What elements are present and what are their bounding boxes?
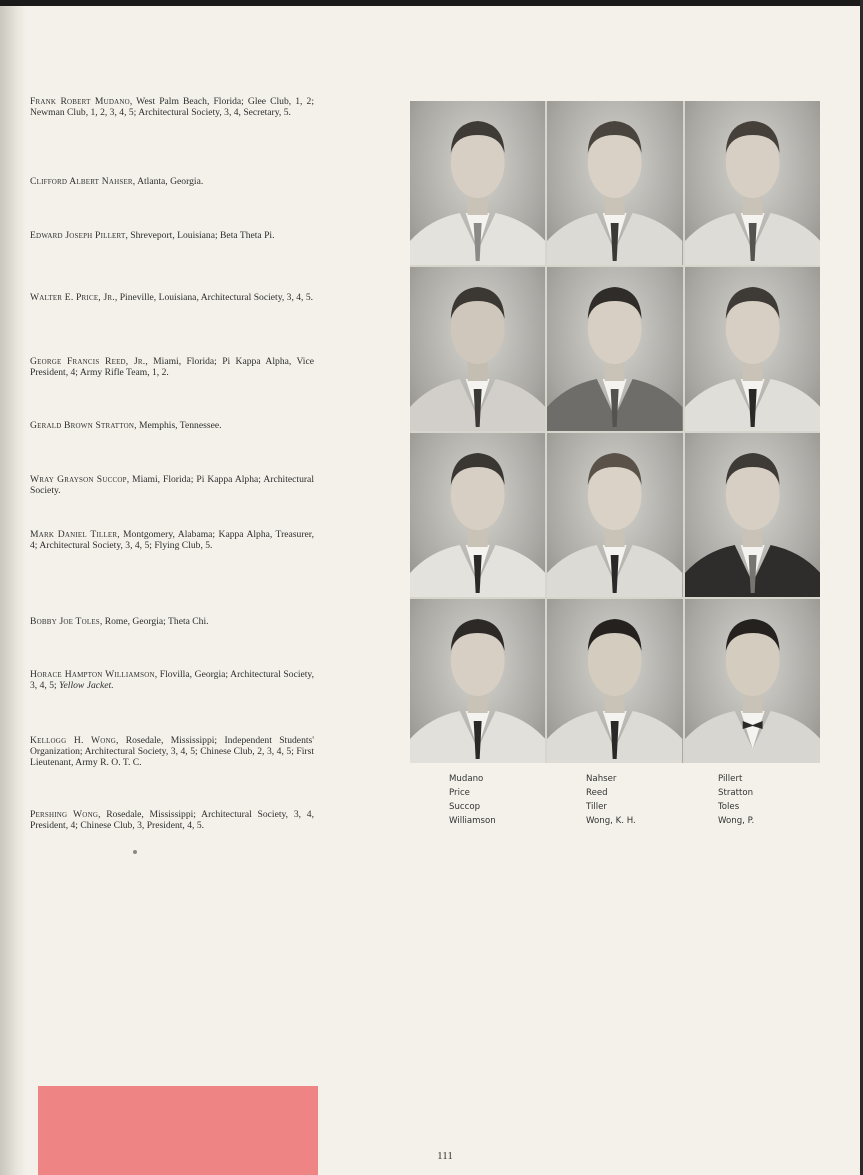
portrait-photo bbox=[410, 433, 545, 597]
bio-entry bbox=[30, 230, 314, 241]
bio-name: Bobby Joe Toles bbox=[30, 616, 100, 627]
bio-name: Pershing Wong bbox=[30, 809, 99, 820]
bio-text: , Rosedale, Mississippi; Independent Students' Organization; Architectural Society, 3, 4, 5; Chinese Club, 2, 3, 4, 5; First Lieutenant, Army R. O. T. C. bbox=[30, 735, 314, 768]
portrait-photo bbox=[410, 101, 545, 265]
bio-name: Clifford Albert Nahser bbox=[30, 176, 133, 187]
bio-text: , Montgomery, Alabama; Kappa Alpha, Treasurer, 4; Architectural Society, 3, 4, 5; Flying Club, 5. bbox=[30, 529, 314, 551]
bio-entry bbox=[30, 735, 314, 768]
bio-entry bbox=[30, 420, 314, 431]
bio-entry bbox=[30, 292, 314, 303]
caption-name: Price bbox=[449, 788, 470, 798]
caption-name: Tiller bbox=[586, 802, 607, 812]
ink-dot bbox=[133, 850, 137, 854]
bio-entry bbox=[30, 474, 314, 496]
portrait-photo bbox=[685, 433, 820, 597]
portrait-photo bbox=[685, 101, 820, 265]
portrait-photo bbox=[547, 433, 682, 597]
bio-text: , Miami, Florida; Pi Kappa Alpha; Architectural Society. bbox=[30, 474, 314, 496]
bio-entry bbox=[30, 96, 314, 118]
portrait-photo bbox=[410, 599, 545, 763]
caption-column bbox=[586, 772, 718, 828]
bio-entry bbox=[30, 669, 314, 691]
caption-name: Toles bbox=[718, 802, 740, 812]
bio-text: , Pineville, Louisiana, Architectural Society, 3, 4, 5. bbox=[114, 292, 314, 303]
top-border bbox=[0, 0, 863, 6]
bio-text: , Atlanta, Georgia. bbox=[132, 176, 204, 187]
binding-shadow bbox=[0, 6, 26, 1175]
bio-text: , Rosedale, Mississippi; Architectural Society, 3, 4, President, 4; Chinese Club, 3, President, 4, 5. bbox=[30, 809, 314, 831]
caption-name: Pillert bbox=[718, 774, 743, 784]
bio-name: Mark Daniel Tiller bbox=[30, 529, 118, 540]
caption-column bbox=[449, 772, 586, 828]
caption-name: Reed bbox=[586, 788, 608, 798]
portrait-photo bbox=[410, 267, 545, 431]
caption-name: Succop bbox=[449, 802, 481, 812]
portrait-photo bbox=[685, 599, 820, 763]
bio-name: George Francis Reed, Jr. bbox=[30, 356, 146, 367]
bio-text: , Flovilla, Georgia; Architectural Society, 3, 4, 5; bbox=[30, 669, 314, 691]
bio-entry bbox=[30, 616, 314, 627]
bio-entry bbox=[30, 176, 314, 187]
bio-entry bbox=[30, 356, 314, 378]
caption-name: Nahser bbox=[586, 774, 617, 784]
bio-name: Kellogg H. Wong bbox=[30, 735, 117, 746]
bio-name: Wray Grayson Succop bbox=[30, 474, 127, 485]
portrait-photo bbox=[685, 267, 820, 431]
bio-name: Gerald Brown Stratton bbox=[30, 420, 135, 431]
bio-text: , Miami, Florida; Pi Kappa Alpha, Vice President, 4; Army Rifle Team, 1, 2. bbox=[30, 356, 314, 378]
caption-column bbox=[718, 772, 828, 828]
bio-text: , Memphis, Tennessee. bbox=[134, 420, 222, 431]
caption-name: Stratton bbox=[718, 788, 754, 798]
caption-name: Williamson bbox=[449, 816, 496, 826]
bio-text: , West Palm Beach, Florida; Glee Club, 1, 2; Newman Club, 1, 2, 3, 4, 5; Architectural Society, 3, 4, Secretary, 5. bbox=[30, 96, 314, 118]
portrait-grid bbox=[410, 101, 820, 763]
portrait-photo bbox=[547, 267, 682, 431]
bio-name: Frank Robert Mudano bbox=[30, 96, 130, 107]
caption-name: Mudano bbox=[449, 774, 484, 784]
portrait-captions bbox=[449, 772, 829, 828]
bio-name: Horace Hampton Williamson bbox=[30, 669, 155, 680]
bio-entry bbox=[30, 529, 314, 551]
caption-name: Wong, K. H. bbox=[586, 816, 636, 826]
bio-name: Walter E. Price, Jr. bbox=[30, 292, 115, 303]
caption-name: Wong, P. bbox=[718, 816, 755, 826]
page-number: 111 bbox=[437, 1150, 453, 1162]
bio-text: , Rome, Georgia; Theta Chi. bbox=[99, 616, 209, 627]
bio-entry bbox=[30, 809, 314, 831]
bio-text: , Shreveport, Louisiana; Beta Theta Pi. bbox=[125, 230, 275, 241]
portrait-photo bbox=[547, 101, 682, 265]
bio-name: Edward Joseph Pillert bbox=[30, 230, 126, 241]
portrait-photo bbox=[547, 599, 682, 763]
accent-block bbox=[38, 1086, 318, 1175]
bio-italic: Yellow Jacket. bbox=[59, 680, 114, 691]
